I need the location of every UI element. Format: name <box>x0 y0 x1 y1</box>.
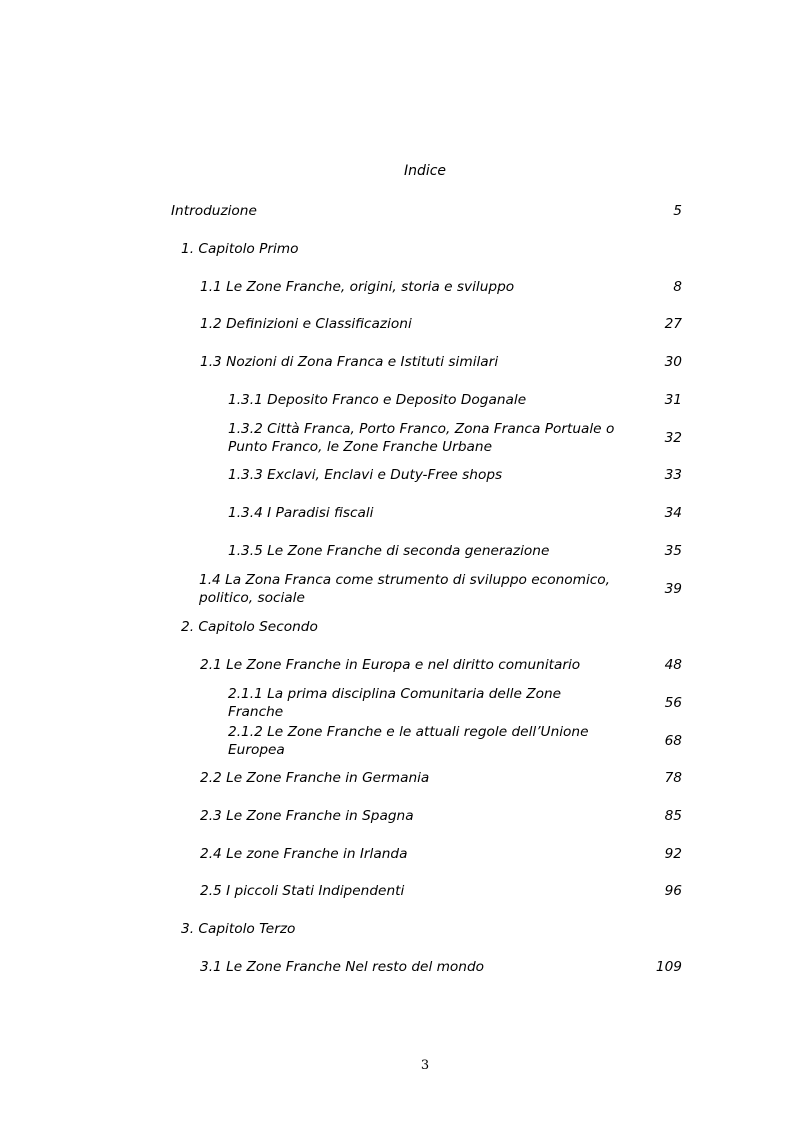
toc-entry-label: 1. Capitolo Primo <box>181 241 299 257</box>
toc-entry-1-4 <box>0 571 793 607</box>
toc-entry-label-line1: 2.1.1 La prima disciplina Comunitaria delle Zone <box>228 686 562 702</box>
toc-entry-label: 3. Capitolo Terzo <box>181 921 296 937</box>
toc-entry-page: 48 <box>664 657 682 673</box>
toc-entry-label-line2: Franche <box>228 704 284 720</box>
toc-title: Indice <box>403 163 447 179</box>
toc-entry-page: 30 <box>664 354 682 370</box>
toc-entry-page: 109 <box>655 959 682 975</box>
toc-entry-label: 1.1 Le Zone Franche, origini, storia e sviluppo <box>200 279 515 295</box>
toc-entry-label-line2: Punto Franco, le Zone Franche Urbane <box>228 439 492 455</box>
toc-entry-page: 32 <box>664 430 682 446</box>
toc-entry-label: Introduzione <box>171 203 257 219</box>
page-number: 3 <box>420 1058 430 1073</box>
toc-entry-page: 27 <box>664 316 682 332</box>
toc-entry-label: 2. Capitolo Secondo <box>181 619 318 635</box>
toc-entry-label: 1.3.4 I Paradisi fiscali <box>228 505 374 521</box>
toc-entry-label: 2.5 I piccoli Stati Indipendenti <box>200 883 405 899</box>
toc-entry-page: 56 <box>664 695 682 711</box>
toc-entry-label-line1: 2.1.2 Le Zone Franche e le attuali regole dell’Unione <box>228 724 589 740</box>
toc-entry-label: 2.3 Le Zone Franche in Spagna <box>200 808 414 824</box>
toc-entry-page: 5 <box>673 203 682 219</box>
toc-entry-page: 68 <box>664 733 682 749</box>
toc-entry-label: 1.3.3 Exclavi, Enclavi e Duty-Free shops <box>228 467 503 483</box>
toc-entry-label-line2: politico, sociale <box>199 590 305 606</box>
toc-entry-label-line2: Europea <box>228 742 285 758</box>
toc-entry-label: 1.2 Definizioni e Classificazioni <box>200 316 412 332</box>
toc-entry-label: 2.2 Le Zone Franche in Germania <box>200 770 430 786</box>
toc-entry-label: 2.4 Le zone Franche in Irlanda <box>200 846 408 862</box>
toc-entry-page: 78 <box>664 770 682 786</box>
toc-entry-page: 33 <box>664 467 682 483</box>
toc-entry-label: 1.3.1 Deposito Franco e Deposito Doganale <box>228 392 527 408</box>
toc-entry-page: 31 <box>664 392 682 408</box>
toc-entry-label: 3.1 Le Zone Franche Nel resto del mondo <box>200 959 485 975</box>
toc-entry-label: 1.3.5 Le Zone Franche di seconda generazione <box>228 543 550 559</box>
toc-entry-label-line1: 1.4 La Zona Franca come strumento di sviluppo economico, <box>199 572 611 588</box>
toc-entry-page: 39 <box>664 581 682 597</box>
toc-entry-label-line1: 1.3.2 Città Franca, Porto Franco, Zona Franca Portuale o <box>228 421 615 437</box>
toc-entry-label: 2.1 Le Zone Franche in Europa e nel diritto comunitario <box>200 657 581 673</box>
toc-entry-label: 1.3 Nozioni di Zona Franca e Istituti similari <box>200 354 499 370</box>
toc-entry-page: 85 <box>664 808 682 824</box>
toc-entry-page: 8 <box>673 279 682 295</box>
toc-entry-1-3-2 <box>0 420 793 456</box>
toc-entry-page: 96 <box>664 883 682 899</box>
toc-entry-page: 35 <box>664 543 682 559</box>
toc-entry-page: 34 <box>664 505 682 521</box>
toc-entry-2-1-1 <box>0 685 793 721</box>
toc-entry-page: 92 <box>664 846 682 862</box>
toc-entry-2-1-2 <box>0 723 793 759</box>
